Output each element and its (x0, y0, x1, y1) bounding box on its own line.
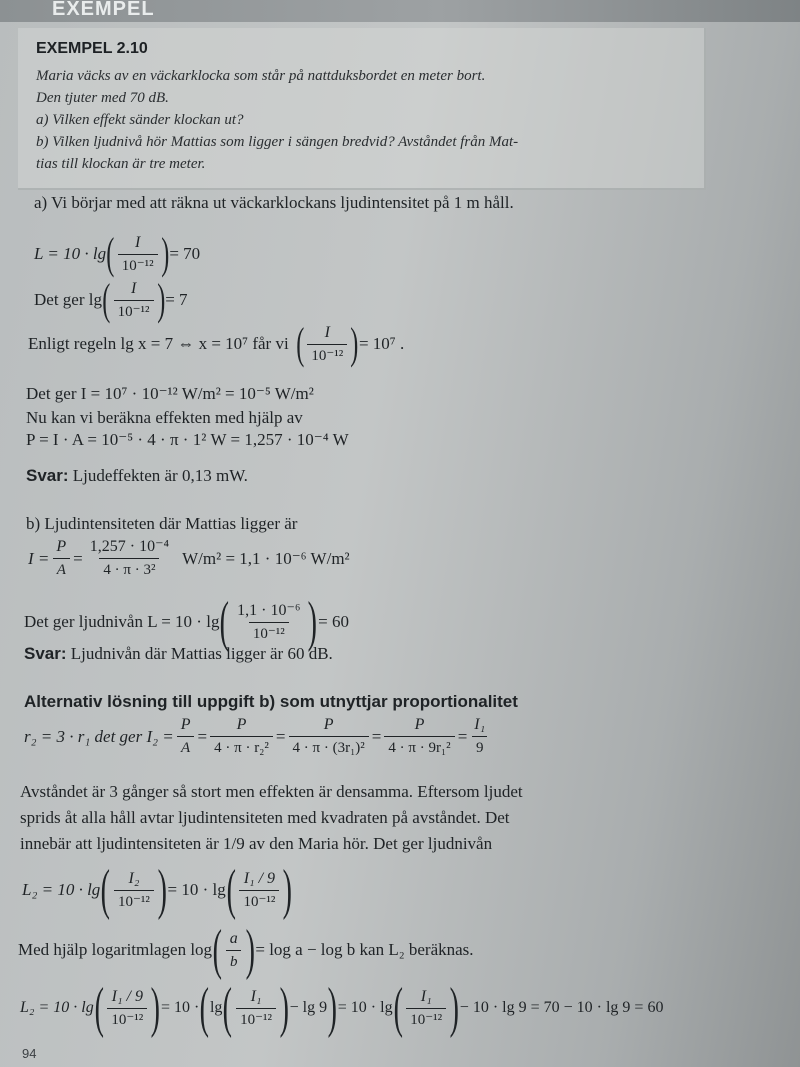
fraction (86, 538, 173, 579)
part-b-eq2: Det ger ljudnivån L = 10 · lg ( $\frac{\text{1,1 · 10⁻⁶}}{\text{10⁻¹²}}$ ) = 60 (24, 591, 349, 653)
problem-line: Maria väcks av en väckarklocka som står på nattduksbordet en meter bort. (36, 68, 486, 84)
eq-prefix: Enligt regeln lg x = 7 ⇔ x = 10⁷ får vi (28, 334, 289, 353)
fraction (52, 538, 70, 579)
problem-line: a) Vilken effekt sänder klockan ut? (36, 112, 244, 128)
alternative-paragraph-line: Avståndet är 3 gånger så stort men effekten är densamma. Eftersom ljudet (20, 782, 523, 801)
denominator: 10⁻¹² (118, 254, 158, 275)
numerator: 1,1 · 10⁻⁶ (237, 601, 301, 619)
alternative-paragraph-line: sprids åt alla håll avtar ljudintensiteten med kvadraten på avståndet. Det (20, 808, 510, 827)
denominator: 10⁻¹² (107, 1008, 147, 1029)
part-b-answer (24, 644, 333, 664)
denominator: 4 · π · 9r₁² (384, 736, 454, 757)
denominator: b (226, 950, 242, 971)
eq-lhs: L₂ = 10 · lg (22, 880, 101, 899)
alternative-heading: Alternativ lösning till uppgift b) som utnyttjar proportionalitet (24, 692, 518, 711)
header-bar (0, 0, 800, 22)
problem-line: b) Vilken ljudnivå hör Mattias som ligger i sängen bredvid? Avståndet från Mat- (36, 134, 519, 150)
example-title: EXEMPEL 2.10 (36, 40, 148, 57)
alternative-eq1: r₂ = 3 · r₁ det ger I₂ = $\frac{P}{A}$ = $\frac{P}{\text{4 · π · r₂²}}$ = $\frac{P}{\text{4 · π · (3r₁)²}}$ = $\frac{P}{\text{4 · π · 9r₁²}}$ = $\frac{\text{I₁}}{9}$ (24, 716, 492, 757)
eq-mid: = 10 · (160, 999, 200, 1016)
part-a-line5: Nu kan vi beräkna effekten med hjälp av (26, 408, 303, 427)
problem-line: Den tjuter med 70 dB. (36, 90, 169, 106)
alternative-eq3: Med hjälp logaritmlagen log ( $\frac{a}{b}$ ) = log a − log b kan L₂ beräknas. (18, 919, 474, 981)
eq-prefix: Det ger lg (34, 290, 102, 309)
fraction (210, 716, 273, 757)
eq-prefix: Med hjälp logaritmlagen log (18, 940, 213, 959)
fraction (114, 280, 154, 321)
denominator: 10⁻¹² (239, 890, 279, 911)
eq-rhs: = 10⁷ . (358, 334, 405, 353)
numerator: P (180, 716, 191, 733)
fraction (236, 988, 276, 1029)
answer-label: Svar: (26, 466, 69, 485)
fraction (118, 234, 158, 275)
part-a-line4: Det ger I = 10⁷ · 10⁻¹² W/m² = 10⁻⁵ W/m² (26, 384, 314, 403)
eq-tail: − 10 · lg 9 = 70 − 10 · lg 9 = 60 (459, 999, 664, 1016)
numerator: I₁ (474, 716, 486, 733)
eq-mid: − lg 9 (289, 999, 328, 1016)
answer-text: Ljudnivån där Mattias ligger är 60 dB. (66, 644, 333, 663)
denominator: 10⁻¹² (249, 622, 289, 643)
eq-lhs: I = (28, 548, 50, 568)
eq-mid: = 10 · lg (167, 880, 226, 899)
fraction (177, 716, 195, 757)
fraction (233, 602, 304, 643)
eq-rhs: = 70 (169, 244, 201, 263)
eq-lg: lg (209, 999, 223, 1016)
alternative-eq4: L₂ = 10 · lg ( $\frac{\text{I₁ / 9}}{\text{10⁻¹²}}$ ) = 10 · ( lg ( $\frac{\text{I₁}}{\text{10⁻¹²}}$ ) − lg 9 ) = 10 · lg ( $\frac{\text{I₁}}{\text{10⁻¹²}}$ ) − 10 · lg 9 = 70 − 10 · lg 9 = 60 (20, 977, 664, 1039)
denominator: A (53, 558, 70, 579)
fraction (406, 988, 446, 1029)
denominator: 4 · π · r₂² (210, 736, 273, 757)
numerator: P (323, 716, 334, 733)
part-a-eq1: L = 10 · lg ( $\frac{I}{\text{10⁻¹²}}$ ) = 70 (34, 229, 201, 278)
part-a-line6: P = I · A = 10⁻⁵ · 4 · π · 1² W = 1,257 · 10⁻⁴ W (26, 430, 349, 449)
eq-prefix: Det ger ljudnivån L = 10 · lg (24, 612, 220, 631)
eq-rhs: = log a − log b kan L₂ beräknas. (255, 940, 474, 959)
fraction (289, 716, 369, 757)
numerator: I₁ / 9 (111, 987, 143, 1005)
answer-label: Svar: (24, 644, 67, 663)
eq-lhs: L₂ = 10 · lg (20, 999, 94, 1016)
numerator: I (135, 233, 141, 251)
fraction (384, 716, 454, 757)
numerator: I (324, 323, 330, 341)
fraction (239, 870, 279, 911)
fraction (114, 870, 154, 911)
numerator: I₁ / 9 (243, 869, 276, 887)
numerator: I₂ (128, 869, 140, 887)
eq-rhs: = 7 (165, 290, 188, 309)
denominator: 10⁻¹² (406, 1008, 446, 1029)
page-number: 94 (22, 1046, 37, 1061)
denominator: A (177, 736, 194, 757)
eq-rhs: = 60 (318, 612, 349, 631)
fraction (226, 930, 242, 971)
eq-prefix: r₂ = 3 · r₁ det ger I₂ = (24, 726, 174, 746)
eq-lhs: L = 10 · lg (34, 244, 107, 263)
numerator: P (236, 716, 247, 733)
part-a-intro: a) Vi börjar med att räkna ut väckarklockans ljudintensitet på 1 m håll. (34, 193, 514, 212)
numerator: P (414, 716, 425, 733)
fraction (107, 988, 147, 1029)
denominator: 10⁻¹² (114, 300, 154, 321)
answer-text: Ljudeffekten är 0,13 mW. (68, 466, 248, 485)
numerator: a (229, 929, 238, 947)
numerator: I₁ (250, 987, 262, 1005)
denominator: 10⁻¹² (236, 1008, 276, 1029)
header-label: EXEMPEL (52, 0, 155, 20)
denominator: 4 · π · (3r₁)² (289, 736, 369, 757)
alternative-eq2: L₂ = 10 · lg ( $\frac{\text{I₂}}{\text{10⁻¹²}}$ ) = 10 · lg ( $\frac{\text{I₁ / 9}}{\text{10⁻¹²}}$ ) (22, 859, 293, 921)
numerator: I₁ (420, 987, 432, 1005)
numerator: I (130, 279, 137, 297)
fraction (307, 324, 347, 365)
denominator: 10⁻¹² (114, 890, 154, 911)
equals: = (73, 548, 83, 568)
part-a-answer (26, 466, 248, 486)
part-a-eq2: Det ger lg ( $\frac{I}{\text{10⁻¹²}}$ ) = 7 (34, 275, 188, 324)
part-b-eq1 (28, 538, 350, 579)
numerator: P (56, 538, 67, 555)
part-a-eq3: Enligt regeln lg x = 7 ⇔ x = 10⁷ får vi ( $\frac{I}{\text{10⁻¹²}}$ ) = 10⁷ . (28, 319, 405, 368)
fraction (470, 716, 489, 757)
denominator: 10⁻¹² (307, 344, 347, 365)
part-b-intro: b) Ljudintensiteten där Mattias ligger är (26, 514, 298, 533)
denominator: 4 · π · 3² (99, 558, 159, 579)
denominator: 9 (472, 736, 488, 757)
eq-rhs: W/m² = 1,1 · 10⁻⁶ W/m² (182, 548, 350, 568)
numerator: 1,257 · 10⁻⁴ (89, 538, 170, 555)
alternative-paragraph-line: innebär att ljudintensiteten är 1/9 av den Maria hör. Det ger ljudnivån (20, 834, 493, 853)
eq-mid: = 10 · lg (337, 999, 393, 1016)
problem-line: tias till klockan är tre meter. (36, 156, 206, 172)
